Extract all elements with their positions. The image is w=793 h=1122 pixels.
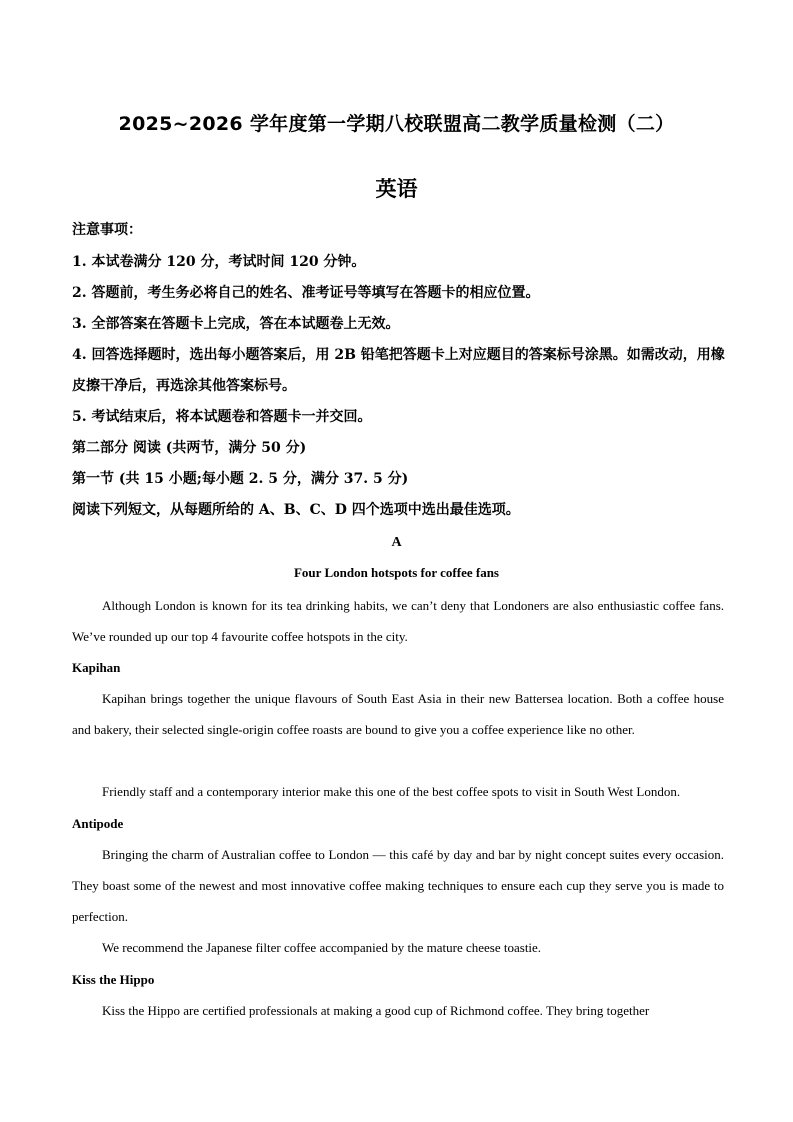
note-item-3: 3. 全部答案在答题卡上完成，答在本试题卷上无效。 [72, 316, 400, 332]
passage-intro: Although London is known for its tea drinking habits, we can’t deny that Londoners are also enthusiastic coffee fans. We’ve rounded up our top 4 favourite coffee hotspots in the city. [72, 598, 724, 644]
kiss-the-hippo-paragraph-1: Kiss the Hippo are certified professionals at making a good cup of Richmond coffee. They bring together [102, 1003, 650, 1018]
subject-title: 英语 [375, 177, 418, 201]
passage-title: Four London hotspots for coffee fans [293, 565, 499, 580]
kapihan-paragraph-1: Kapihan brings together the unique flavours of South East Asia in their new Battersea location. Both a coffee house and bakery, their selected single-origin coffee roasts are bound to give you a coffee experience like no other. [72, 691, 724, 737]
antipode-paragraph-2: We recommend the Japanese filter coffee accompanied by the mature cheese toastie. [102, 940, 542, 955]
note-item-1: 1. 本试卷满分 120 分，考试时间 120 分钟。 [72, 254, 366, 270]
passage-letter: A [391, 535, 402, 550]
shop-heading-kiss-the-hippo: Kiss the Hippo [72, 972, 155, 987]
section-heading: 第一节 (共 15 小题;每小题 2. 5 分，满分 37. 5 分) [72, 471, 409, 487]
note-item-4: 4. 回答选择题时，选出每小题答案后，用 2B 铅笔把答题卡上对应题目的答案标号涂黑。如需改动，用橡皮擦干净后，再选涂其他答案标号。 [72, 347, 725, 394]
note-item-2: 2. 答题前，考生务必将自己的姓名、准考证号等填写在答题卡的相应位置。 [72, 285, 540, 301]
part-heading: 第二部分 阅读 (共两节，满分 50 分) [72, 440, 307, 456]
notes-heading: 注意事项： [72, 222, 142, 238]
shop-heading-antipode: Antipode [72, 816, 124, 831]
exam-title: 2025~2026 学年度第一学期八校联盟高二教学质量检测（二） [118, 113, 675, 135]
note-item-5: 5. 考试结束后，将本试题卷和答题卡一并交回。 [72, 409, 372, 425]
reading-instruction: 阅读下列短文，从每题所给的 A、B、C、D 四个选项中选出最佳选项。 [72, 502, 520, 518]
shop-heading-kapihan: Kapihan [72, 660, 121, 675]
antipode-paragraph-1: Bringing the charm of Australian coffee to London — this café by day and bar by night concept suites every occasion. They boast some of the newest and most innovative coffee making techniques to ensure each cup they serve you is made to perfection. [72, 847, 724, 924]
kapihan-paragraph-2: Friendly staff and a contemporary interior make this one of the best coffee spots to visit in South West London. [102, 784, 681, 799]
